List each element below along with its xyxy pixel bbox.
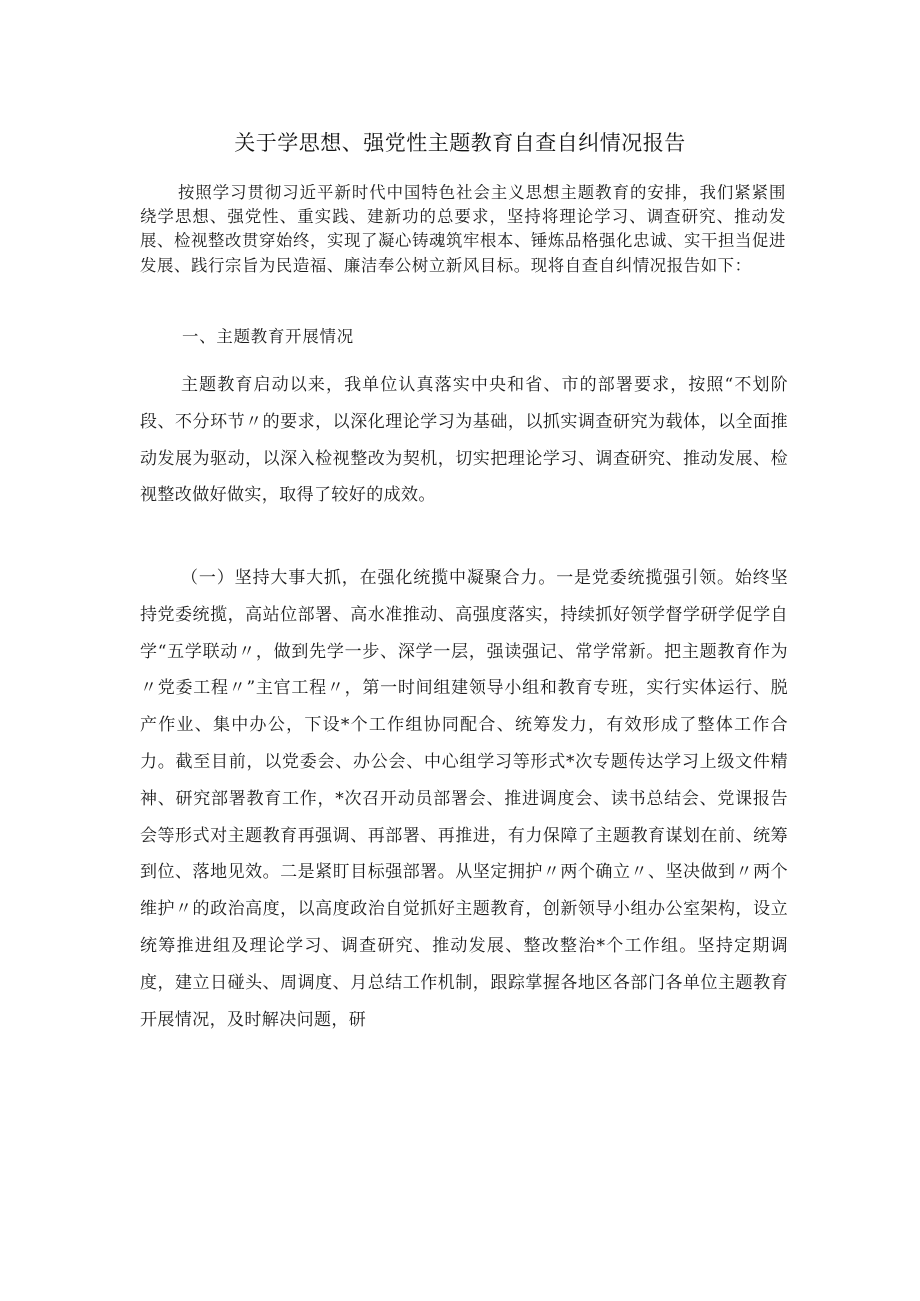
document-title: 关于学思想、强党性主题教育自查自纠情况报告 — [234, 131, 686, 155]
body-paragraph-2: （一）坚持大事大抓，在强化统揽中凝聚合力。一是党委统揽强引领。始终坚持党委统揽，高站位部署、高水准推动、高强度落实，持续抓好领学督学研学促学自学“五学联动〃，做到先学一步、深学一层，强读强记、常学常新。把主题教育作为〃党委工程〃”主官工程〃，第一时间组建领导小组和教育专班，实行实体运行、脱产作业、集中办公，下设*个工作组协同配合、统筹发力，有效形成了整体工作合力。截至目前，以党委会、办公会、中心组学习等形式*次专题传达学习上级文件精神、研究部署教育工作，*次召开动员部署会、推进调度会、读书总结会、党课报告会等形式对主题教育再强调、再部署、再推进，有力保障了主题教育谋划在前、统筹到位、落地见效。二是紧盯目标强部署。从坚定拥护〃两个确立〃、坚决做到〃两个维护〃的政治高度，以高度政治自觉抓好主题教育，创新领导小组办公室架构，设立统筹推进组及理论学习、调查研究、推动发展、整改整治*个工作组。坚持定期调度，建立日碰头、周调度、月总结工作机制，跟踪掌握各地区各部门各单位主题教育开展情况，及时解决问题，研 — [140, 568, 788, 1030]
intro-paragraph: 按照学习贯彻习近平新时代中国特色社会主义思想主题教育的安排，我们紧紧围绕学思想、强党性、重实践、建新功的总要求，坚持将理论学习、调查研究、推动发展、检视整改贯穿始终，实现了凝心铸魂筑牢根本、锤炼品格强化忠诚、实干担当促进发展、践行宗旨为民造福、廉洁奉公树立新风目标。现将自查自纠情况报告如下： — [140, 183, 786, 275]
body-paragraph-1: 主题教育启动以来，我单位认真落实中央和省、市的部署要求，按照“不划阶段、不分环节〃的要求，以深化理论学习为基础，以抓实调查研究为载体，以全面推动发展为驱动，以深入检视整改为契机，切实把理论学习、调查研究、推动发展、检视整改做好做实，取得了较好的成效。 — [140, 375, 788, 506]
section-heading-1: 一、主题教育开展情况 — [182, 327, 354, 346]
